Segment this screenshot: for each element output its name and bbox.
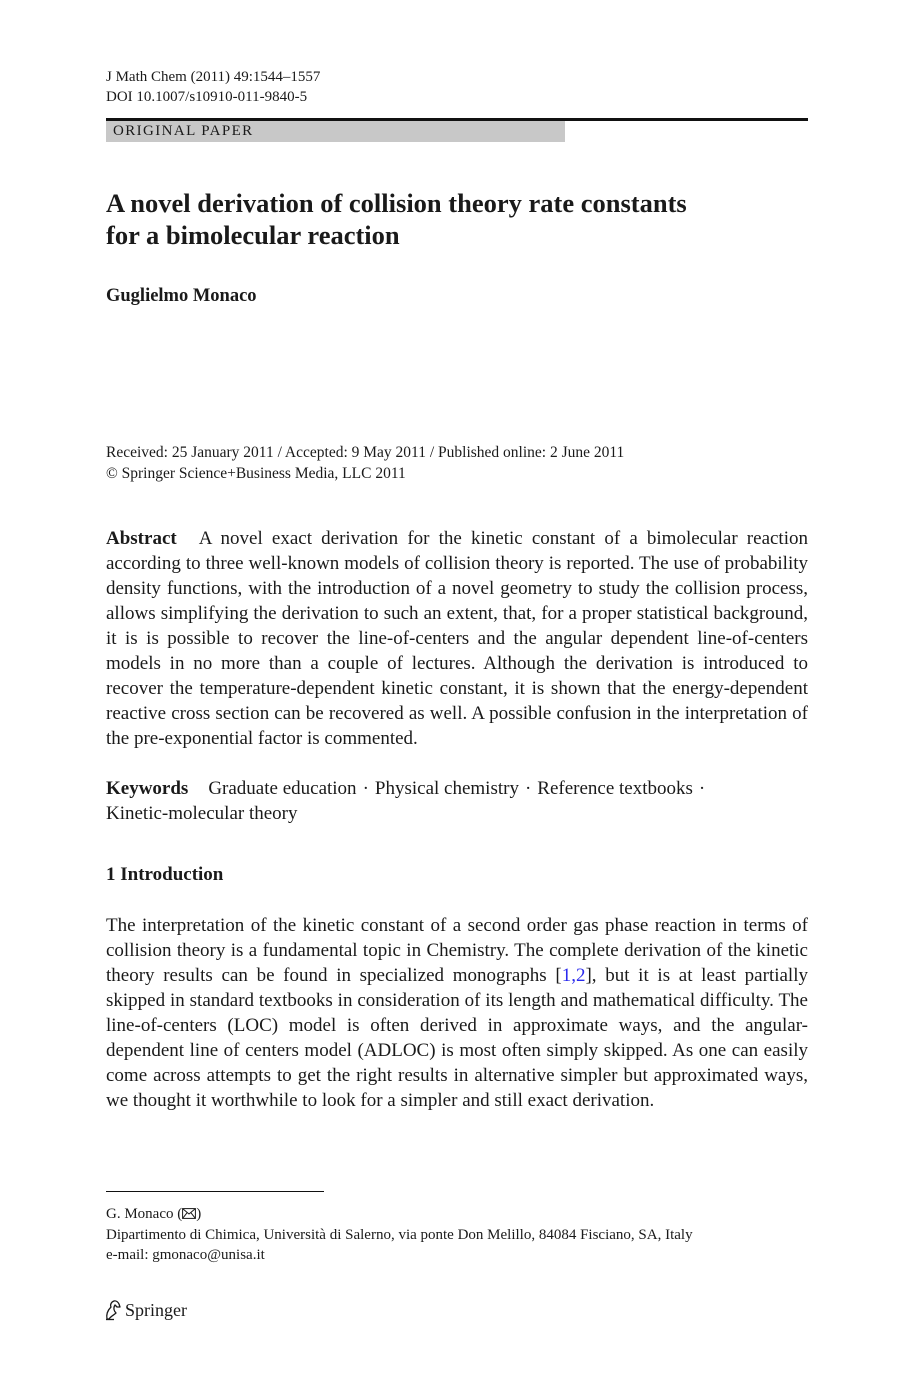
- footnote-author: G. Monaco (: [106, 1206, 183, 1222]
- publisher-logo: [104, 1299, 187, 1321]
- footnote-rule: [106, 1191, 324, 1192]
- keyword-item: Reference textbooks: [537, 778, 693, 799]
- intro-text-before: The interpretation of the kinetic constant of a second order gas phase reaction in terms of collision theory is a fundamental topic in Chemistry. The complete derivation of the kinetic theory results can be found in specialized monographs [: [106, 915, 808, 986]
- intro-text-after: ], but it is at least partially skipped in standard textbooks in consideration of its length and mathematical difficulty. The line-of-centers (LOC) model is often derived in approximate ways, and the angular-dependent line of centers model (ADLOC) is most often simply skipped. As one can easily come across attempts to get the right results in alternative simpler but approximated ways, we thought it worthwhile to look for a simpler and still exact derivation.: [106, 965, 808, 1111]
- keywords-label: Keywords: [106, 778, 189, 799]
- abstract: [106, 526, 808, 751]
- keyword-item: Physical chemistry: [374, 778, 519, 799]
- keyword-item: Kinetic-molecular theory: [106, 803, 298, 824]
- publisher-name: Springer: [125, 1299, 187, 1320]
- section-heading-introduction: 1 Introduction: [106, 864, 224, 885]
- copyright-line: © Springer Science+Business Media, LLC 2011: [106, 465, 406, 482]
- paper-title: [106, 187, 806, 251]
- citation-link-2[interactable]: 2: [575, 965, 586, 986]
- footnote-author-line: [106, 1204, 693, 1225]
- keyword-item: Graduate education: [208, 778, 357, 799]
- date-history: Received: 25 January 2011 / Accepted: 9 May 2011 / Published online: 2 June 2011: [106, 444, 625, 461]
- author-name: Guglielmo Monaco: [106, 286, 257, 306]
- keywords: [106, 776, 808, 826]
- journal-doi: DOI 10.1007/s10910-011-9840-5: [106, 89, 308, 105]
- keyword-separator: ·: [524, 778, 532, 799]
- abstract-text: A novel exact derivation for the kinetic constant of a bimolecular reaction according to three well-known models of collision theory is reported. The use of probability density functions, with the introduction of a novel geometry to study the collision process, allows simplifying the derivation to such an extent, that, for a proper statistical background, it is is possible to recover the line-of-centers and the angular dependent line-of-centers models in no more than a couple of lectures. Although the derivation is introduced to recover the temperature-dependent kinetic constant, it is shown that the energy-dependent reactive cross section can be recovered as well. A possible confusion in the interpretation of the pre-exponential factor is commented.: [106, 528, 808, 749]
- footnote-author-close: ): [196, 1206, 202, 1222]
- publication-dates: [106, 442, 624, 484]
- paper-title-line2: for a bimolecular reaction: [106, 220, 400, 250]
- abstract-label: Abstract: [106, 528, 177, 549]
- envelope-icon: [182, 1205, 196, 1225]
- springer-horse-icon: [104, 1299, 122, 1321]
- footnote-affiliation: Dipartimento di Chimica, Università di Salerno, via ponte Don Melillo, 84084 Fisciano, SA, Italy: [106, 1227, 693, 1243]
- journal-header: [106, 67, 320, 107]
- citation-link-1[interactable]: 1: [561, 965, 572, 986]
- journal-citation: J Math Chem (2011) 49:1544–1557: [106, 69, 321, 85]
- keyword-separator: ·: [362, 778, 369, 799]
- citation-separator: ,: [571, 965, 576, 986]
- keyword-separator: ·: [698, 778, 706, 799]
- introduction-body: [106, 913, 808, 1113]
- author-footnote: [106, 1204, 693, 1265]
- article-type-banner: [106, 121, 565, 142]
- article-type-label: ORIGINAL PAPER: [113, 123, 254, 139]
- paper-title-line1: A novel derivation of collision theory rate constants: [106, 188, 687, 218]
- footnote-email[interactable]: e-mail: gmonaco@unisa.it: [106, 1247, 265, 1263]
